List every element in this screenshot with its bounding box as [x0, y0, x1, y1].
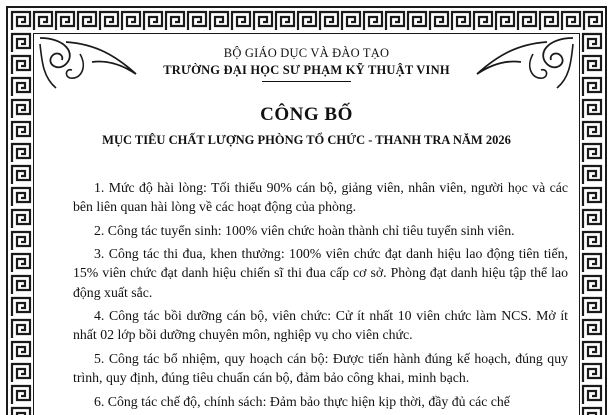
objectives-list — [73, 178, 568, 415]
ministry-name: BỘ GIÁO DỤC VÀ ĐÀO TẠO — [223, 46, 390, 60]
university-name: TRƯỜNG ĐẠI HỌC SƯ PHẠM KỸ THUẬT VINH — [163, 63, 450, 77]
list-item: 3. Công tác thi đua, khen thưởng: 100% viên chức đạt danh hiệu lao động tiên tiến, 15% viên chức đạt danh hiệu chiến sĩ thi đua cấp cơ sở. Phòng đạt danh hiệu tập thể lao động xuất sắc. — [73, 246, 568, 300]
list-item: 6. Công tác chế độ, chính sách: Đảm bảo thực hiện kịp thời, đầy đủ các chế — [94, 393, 510, 409]
list-item: 2. Công tác tuyển sinh: 100% viên chức hoàn thành chỉ tiêu tuyển sinh viên. — [94, 222, 515, 238]
list-item: 5. Công tác bổ nhiệm, quy hoạch cán bộ: Được tiến hành đúng kế hoạch, đúng quy trình, quy định, đúng tiêu chuẩn cán bộ, đảm bảo công khai, minh bạch. — [73, 350, 568, 386]
list-item: 4. Công tác bồi dưỡng cán bộ, viên chức: Cử ít nhất 10 viên chức làm NCS. Mở ít nhất 02 lớp bồi dưỡng chuyên môn, nghiệp vụ cho viên chức. — [73, 308, 568, 343]
page-title: CÔNG BỐ — [260, 104, 353, 125]
list-item: 1. Mức độ hài lòng: Tối thiểu 90% cán bộ, giảng viên, nhân viên, người học và các bên liên quan hài lòng về các hoạt động của phòng. — [73, 180, 568, 215]
page-subtitle: MỤC TIÊU CHẤT LƯỢNG PHÒNG TỔ CHỨC - THANH TRA NĂM 2026 — [102, 133, 511, 147]
header-underline — [262, 81, 351, 82]
